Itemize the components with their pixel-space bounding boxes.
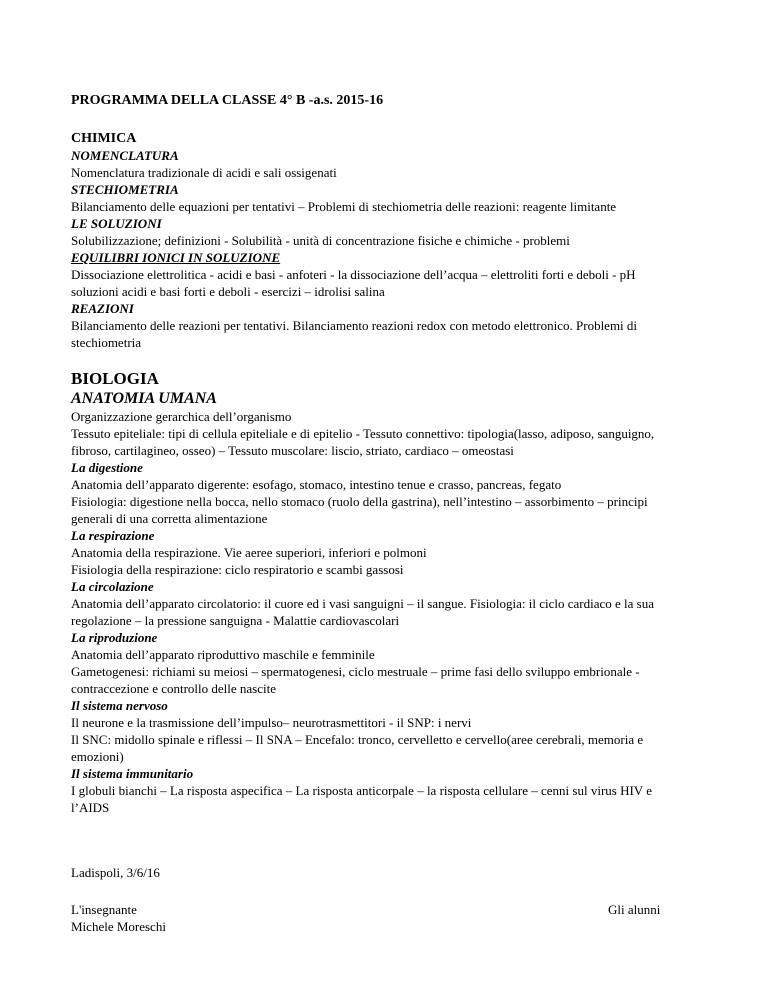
section-heading-chimica: CHIMICA: [71, 131, 137, 146]
topic-text-line: Il neurone e la trasmissione dell’impulso– neurotrasmettitori - il SNP: i nervi: [71, 715, 472, 730]
topic-text-line: generali di una corretta alimentazione: [71, 511, 268, 526]
topic-text-line: emozioni): [71, 749, 124, 764]
biologia-intro: [71, 408, 711, 459]
topic-text-line: Bilanciamento delle reazioni per tentativi. Bilanciamento reazioni redox con metodo elettronico. Problemi di: [71, 318, 638, 333]
topic-text-line: Solubilizzazione; definizioni - Solubilità - unità di concentrazione fisiche e chimiche - problemi: [71, 233, 570, 248]
topic-heading: La respirazione: [71, 528, 155, 543]
topic-text-line: regolazione – la pressione sanguigna - Malattie cardiovascolari: [71, 613, 400, 628]
topic-heading: Il sistema nervoso: [71, 698, 168, 713]
topic-text-line: Gametogenesi: richiami su meiosi – spermatogenesi, ciclo mestruale – prime fasi dello sviluppo embrionale -: [71, 664, 640, 679]
topic-text-line: Anatomia dell’apparato riproduttivo maschile e femminile: [71, 647, 375, 662]
subheading-anatomia-umana: ANATOMIA UMANA: [71, 390, 217, 407]
chimica-topics: [71, 147, 711, 351]
topic-text-line: Nomenclatura tradizionale di acidi e sali ossigenati: [71, 165, 337, 180]
teacher-label: L'insegnante: [71, 902, 137, 917]
topic-heading: NOMENCLATURA: [71, 148, 179, 163]
topic-heading: EQUILIBRI IONICI IN SOLUZIONE: [71, 250, 281, 265]
topic-heading: La digestione: [71, 460, 143, 475]
topic-text-line: Bilanciamento delle equazioni per tentativi – Problemi di stechiometria delle reazioni: reagente limitante: [71, 199, 617, 214]
place-date: Ladispoli, 3/6/16: [71, 865, 160, 880]
intro-text-line: Tessuto epiteliale: tipi di cellula epiteliale e di epitelio - Tessuto connettivo: tipologia(lasso, adiposo, sanguigno,: [71, 426, 655, 441]
signature-row: [71, 901, 711, 935]
biologia-topics: [71, 459, 711, 816]
intro-text-line: fibroso, cartilagineo, osseo) – Tessuto muscolare: liscio, striato, cardiaco – omeostasi: [71, 443, 514, 458]
students-label: Gli alunni: [608, 902, 661, 917]
teacher-name: Michele Moreschi: [71, 919, 166, 934]
topic-heading: LE SOLUZIONI: [71, 216, 162, 231]
document-content: [71, 92, 711, 935]
section-heading-biologia: BIOLOGIA: [71, 369, 159, 388]
topic-heading: La circolazione: [71, 579, 154, 594]
topic-text-line: contraccezione e controllo delle nascite: [71, 681, 277, 696]
topic-text-line: Fisiologia: digestione nella bocca, nello stomaco (ruolo della gastrina), nell’intestino – assorbimento – principi: [71, 494, 648, 509]
topic-text-line: l’AIDS: [71, 800, 110, 815]
topic-text-line: stechiometria: [71, 335, 142, 350]
topic-text-line: Dissociazione elettrolitica - acidi e basi - anfoteri - la dissociazione dell’acqua – elettroliti forti e deboli - pH: [71, 267, 636, 282]
intro-text-line: Organizzazione gerarchica dell’organismo: [71, 409, 292, 424]
topic-text-line: Anatomia della respirazione. Vie aeree superiori, inferiori e polmoni: [71, 545, 427, 560]
document-title: PROGRAMMA DELLA CLASSE 4° B -a.s. 2015-16: [71, 93, 384, 108]
topic-text-line: Anatomia dell’apparato circolatorio: il cuore ed i vasi sanguigni – il sangue. Fisiologia: il ciclo cardiaco e la sua: [71, 596, 655, 611]
topic-heading: STECHIOMETRIA: [71, 182, 179, 197]
topic-text-line: I globuli bianchi – La risposta aspecifica – La risposta anticorpale – la risposta cellulare – cenni sul virus HIV e: [71, 783, 652, 798]
topic-text-line: Il SNC: midollo spinale e riflessi – Il SNA – Encefalo: tronco, cervelletto e cervello(aree cerebrali, memoria e: [71, 732, 644, 747]
topic-text-line: soluzioni acidi e basi forti e deboli - esercizi – idrolisi salina: [71, 284, 385, 299]
topic-text-line: Fisiologia della respirazione: ciclo respiratorio e scambi gassosi: [71, 562, 404, 577]
topic-text-line: Anatomia dell’apparato digerente: esofago, stomaco, intestino tenue e crasso, pancreas, fegato: [71, 477, 562, 492]
topic-heading: Il sistema immunitario: [71, 766, 194, 781]
topic-heading: La riproduzione: [71, 630, 158, 645]
topic-heading: REAZIONI: [71, 301, 134, 316]
